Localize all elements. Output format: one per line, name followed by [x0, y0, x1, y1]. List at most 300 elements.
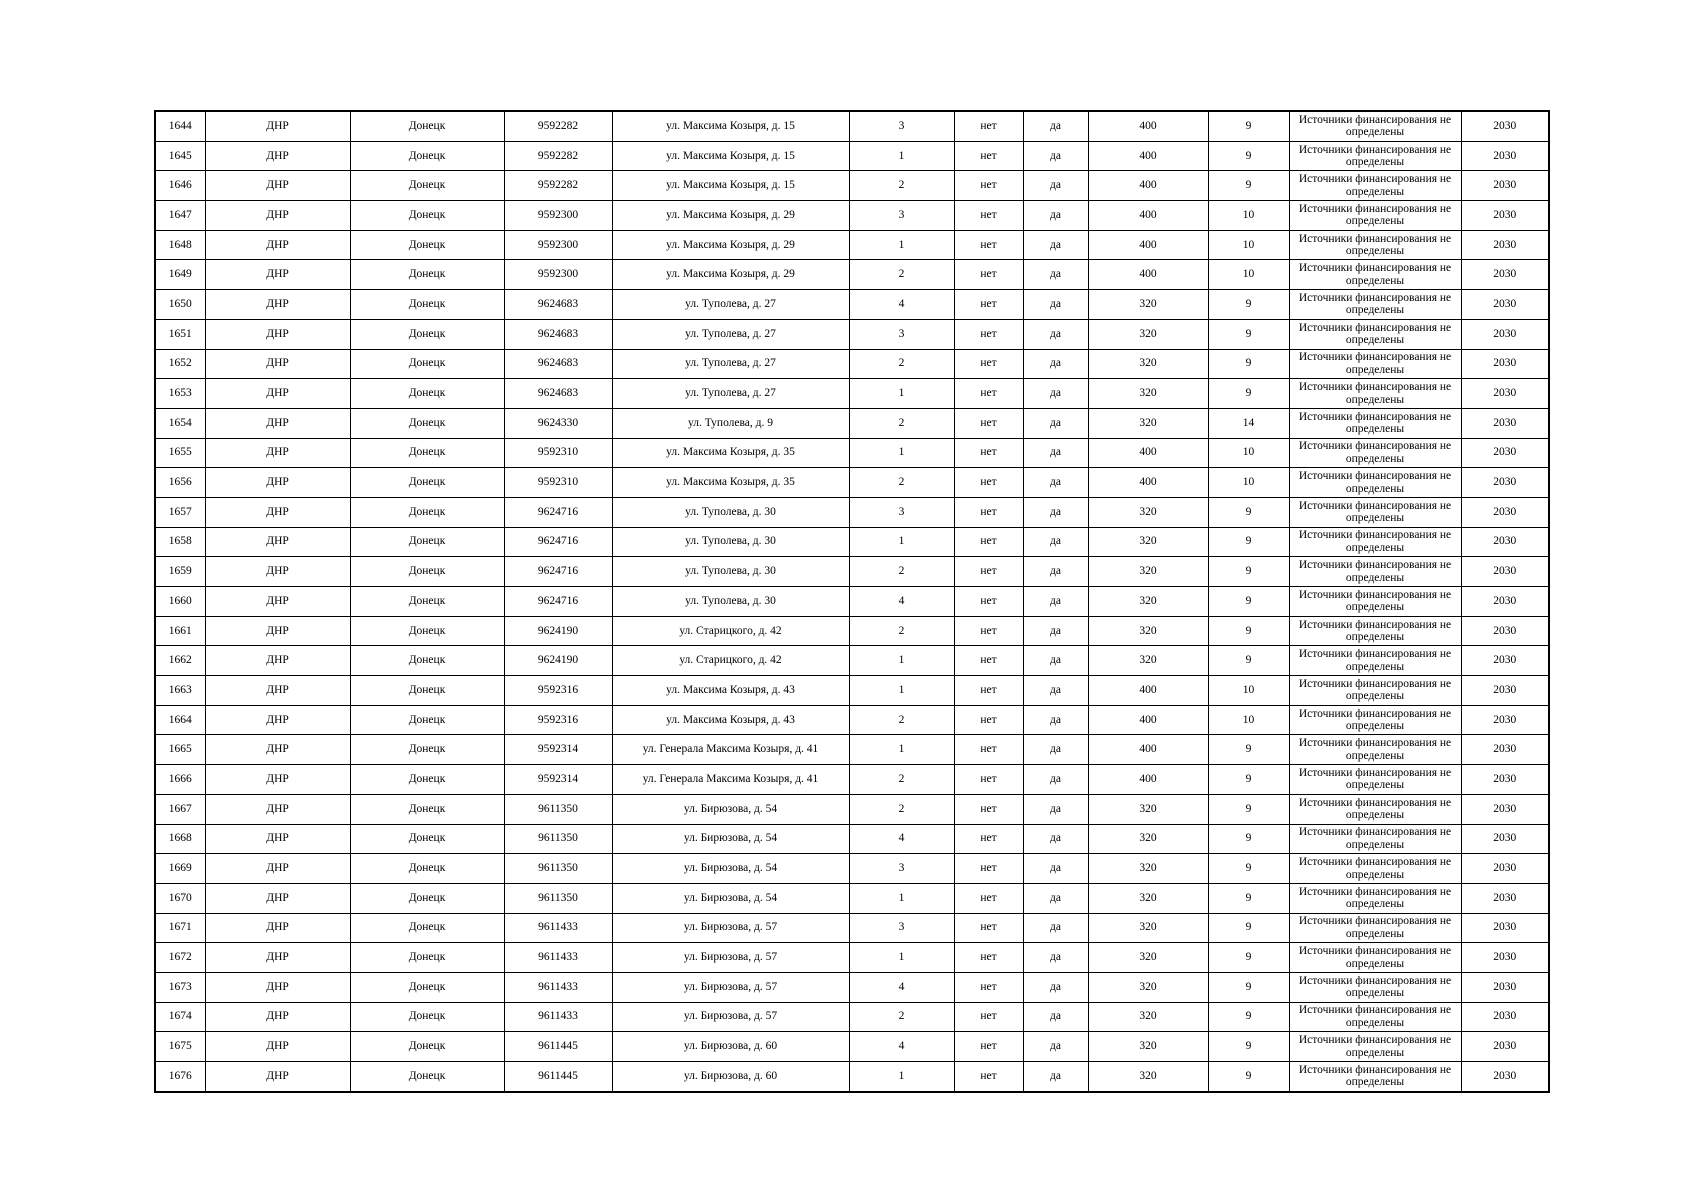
table-row — [155, 824, 1549, 854]
year-cell: 2030 — [1461, 557, 1549, 587]
flag-yes-cell: да — [1023, 676, 1088, 706]
code-cell: 9624716 — [504, 557, 612, 587]
funding-cell: Источники финансирования не определены — [1289, 794, 1461, 824]
funding-cell: Источники финансирования не определены — [1289, 765, 1461, 795]
capacity-cell: 320 — [1088, 913, 1208, 943]
floors-cell: 9 — [1208, 913, 1289, 943]
entrance-cell: 2 — [849, 260, 954, 290]
row-number-cell: 1658 — [155, 527, 205, 557]
region-cell: ДНР — [205, 497, 350, 527]
region-cell: ДНР — [205, 468, 350, 498]
table-row — [155, 201, 1549, 231]
entrance-cell: 1 — [849, 646, 954, 676]
flag-no-cell: нет — [954, 735, 1023, 765]
floors-cell: 9 — [1208, 379, 1289, 409]
address-cell: ул. Туполева, д. 27 — [612, 290, 849, 320]
floors-cell: 10 — [1208, 468, 1289, 498]
row-number-cell: 1656 — [155, 468, 205, 498]
code-cell: 9624716 — [504, 587, 612, 617]
year-cell: 2030 — [1461, 824, 1549, 854]
year-cell: 2030 — [1461, 854, 1549, 884]
region-cell: ДНР — [205, 883, 350, 913]
flag-no-cell: нет — [954, 408, 1023, 438]
table-row — [155, 319, 1549, 349]
code-cell: 9624190 — [504, 646, 612, 676]
capacity-cell: 320 — [1088, 319, 1208, 349]
table-row — [155, 111, 1549, 141]
region-cell: ДНР — [205, 913, 350, 943]
code-cell: 9611350 — [504, 824, 612, 854]
row-number-cell: 1660 — [155, 587, 205, 617]
floors-cell: 9 — [1208, 943, 1289, 973]
address-cell: ул. Максима Козыря, д. 15 — [612, 111, 849, 141]
code-cell: 9592282 — [504, 171, 612, 201]
flag-no-cell: нет — [954, 765, 1023, 795]
flag-no-cell: нет — [954, 171, 1023, 201]
flag-yes-cell: да — [1023, 824, 1088, 854]
city-cell: Донецк — [350, 438, 504, 468]
capacity-cell: 320 — [1088, 587, 1208, 617]
funding-cell: Источники финансирования не определены — [1289, 349, 1461, 379]
table-row — [155, 883, 1549, 913]
year-cell: 2030 — [1461, 201, 1549, 231]
flag-yes-cell: да — [1023, 1002, 1088, 1032]
row-number-cell: 1672 — [155, 943, 205, 973]
city-cell: Донецк — [350, 883, 504, 913]
entrance-cell: 3 — [849, 319, 954, 349]
region-cell: ДНР — [205, 111, 350, 141]
entrance-cell: 1 — [849, 883, 954, 913]
table-row — [155, 171, 1549, 201]
address-cell: ул. Туполева, д. 30 — [612, 527, 849, 557]
region-cell: ДНР — [205, 141, 350, 171]
flag-yes-cell: да — [1023, 1062, 1088, 1092]
address-cell: ул. Туполева, д. 9 — [612, 408, 849, 438]
capacity-cell: 320 — [1088, 1032, 1208, 1062]
code-cell: 9611350 — [504, 883, 612, 913]
funding-cell: Источники финансирования не определены — [1289, 972, 1461, 1002]
entrance-cell: 1 — [849, 676, 954, 706]
entrance-cell: 3 — [849, 854, 954, 884]
entrance-cell: 4 — [849, 1032, 954, 1062]
address-cell: ул. Бирюзова, д. 57 — [612, 972, 849, 1002]
address-cell: ул. Максима Козыря, д. 43 — [612, 705, 849, 735]
flag-no-cell: нет — [954, 141, 1023, 171]
funding-cell: Источники финансирования не определены — [1289, 319, 1461, 349]
flag-yes-cell: да — [1023, 260, 1088, 290]
flag-yes-cell: да — [1023, 557, 1088, 587]
floors-cell: 10 — [1208, 260, 1289, 290]
funding-cell: Источники финансирования не определены — [1289, 557, 1461, 587]
capacity-cell: 320 — [1088, 349, 1208, 379]
year-cell: 2030 — [1461, 616, 1549, 646]
table-row — [155, 765, 1549, 795]
flag-no-cell: нет — [954, 319, 1023, 349]
entrance-cell: 1 — [849, 141, 954, 171]
funding-cell: Источники финансирования не определены — [1289, 260, 1461, 290]
flag-no-cell: нет — [954, 230, 1023, 260]
city-cell: Донецк — [350, 111, 504, 141]
city-cell: Донецк — [350, 230, 504, 260]
address-cell: ул. Туполева, д. 27 — [612, 379, 849, 409]
flag-yes-cell: да — [1023, 943, 1088, 973]
table-row — [155, 616, 1549, 646]
floors-cell: 9 — [1208, 171, 1289, 201]
entrance-cell: 1 — [849, 735, 954, 765]
floors-cell: 9 — [1208, 972, 1289, 1002]
table-row — [155, 260, 1549, 290]
entrance-cell: 2 — [849, 794, 954, 824]
address-cell: ул. Туполева, д. 27 — [612, 319, 849, 349]
flag-yes-cell: да — [1023, 735, 1088, 765]
row-number-cell: 1665 — [155, 735, 205, 765]
flag-no-cell: нет — [954, 260, 1023, 290]
floors-cell: 9 — [1208, 646, 1289, 676]
flag-yes-cell: да — [1023, 111, 1088, 141]
entrance-cell: 2 — [849, 468, 954, 498]
year-cell: 2030 — [1461, 705, 1549, 735]
table-row — [155, 527, 1549, 557]
city-cell: Донецк — [350, 705, 504, 735]
year-cell: 2030 — [1461, 438, 1549, 468]
address-cell: ул. Генерала Максима Козыря, д. 41 — [612, 735, 849, 765]
table-row — [155, 438, 1549, 468]
year-cell: 2030 — [1461, 349, 1549, 379]
flag-no-cell: нет — [954, 972, 1023, 1002]
year-cell: 2030 — [1461, 111, 1549, 141]
address-cell: ул. Максима Козыря, д. 29 — [612, 230, 849, 260]
flag-yes-cell: да — [1023, 497, 1088, 527]
flag-no-cell: нет — [954, 527, 1023, 557]
floors-cell: 9 — [1208, 883, 1289, 913]
code-cell: 9624330 — [504, 408, 612, 438]
capacity-cell: 320 — [1088, 646, 1208, 676]
flag-no-cell: нет — [954, 676, 1023, 706]
address-cell: ул. Бирюзова, д. 57 — [612, 913, 849, 943]
funding-cell: Источники финансирования не определены — [1289, 438, 1461, 468]
code-cell: 9611445 — [504, 1062, 612, 1092]
flag-no-cell: нет — [954, 705, 1023, 735]
year-cell: 2030 — [1461, 468, 1549, 498]
floors-cell: 9 — [1208, 319, 1289, 349]
code-cell: 9592310 — [504, 468, 612, 498]
floors-cell: 10 — [1208, 676, 1289, 706]
city-cell: Донецк — [350, 765, 504, 795]
table-row — [155, 468, 1549, 498]
floors-cell: 9 — [1208, 854, 1289, 884]
address-cell: ул. Туполева, д. 30 — [612, 587, 849, 617]
code-cell: 9611433 — [504, 1002, 612, 1032]
funding-cell: Источники финансирования не определены — [1289, 587, 1461, 617]
address-cell: ул. Максима Козыря, д. 35 — [612, 468, 849, 498]
floors-cell: 10 — [1208, 201, 1289, 231]
flag-no-cell: нет — [954, 379, 1023, 409]
row-number-cell: 1675 — [155, 1032, 205, 1062]
year-cell: 2030 — [1461, 230, 1549, 260]
flag-yes-cell: да — [1023, 230, 1088, 260]
funding-cell: Источники финансирования не определены — [1289, 943, 1461, 973]
row-number-cell: 1663 — [155, 676, 205, 706]
year-cell: 2030 — [1461, 913, 1549, 943]
flag-no-cell: нет — [954, 794, 1023, 824]
year-cell: 2030 — [1461, 646, 1549, 676]
row-number-cell: 1662 — [155, 646, 205, 676]
flag-yes-cell: да — [1023, 468, 1088, 498]
address-cell: ул. Бирюзова, д. 60 — [612, 1062, 849, 1092]
entrance-cell: 4 — [849, 290, 954, 320]
flag-no-cell: нет — [954, 943, 1023, 973]
year-cell: 2030 — [1461, 883, 1549, 913]
year-cell: 2030 — [1461, 379, 1549, 409]
year-cell: 2030 — [1461, 497, 1549, 527]
city-cell: Донецк — [350, 1032, 504, 1062]
entrance-cell: 1 — [849, 230, 954, 260]
address-cell: ул. Максима Козыря, д. 15 — [612, 171, 849, 201]
floors-cell: 9 — [1208, 735, 1289, 765]
entrance-cell: 4 — [849, 587, 954, 617]
code-cell: 9592316 — [504, 676, 612, 706]
flag-yes-cell: да — [1023, 794, 1088, 824]
table-row — [155, 972, 1549, 1002]
city-cell: Донецк — [350, 171, 504, 201]
year-cell: 2030 — [1461, 735, 1549, 765]
entrance-cell: 1 — [849, 1062, 954, 1092]
code-cell: 9624683 — [504, 379, 612, 409]
capacity-cell: 320 — [1088, 497, 1208, 527]
entrance-cell: 3 — [849, 913, 954, 943]
code-cell: 9592300 — [504, 201, 612, 231]
code-cell: 9624190 — [504, 616, 612, 646]
entrance-cell: 3 — [849, 201, 954, 231]
code-cell: 9611433 — [504, 943, 612, 973]
year-cell: 2030 — [1461, 1032, 1549, 1062]
address-cell: ул. Максима Козыря, д. 15 — [612, 141, 849, 171]
city-cell: Донецк — [350, 201, 504, 231]
code-cell: 9592316 — [504, 705, 612, 735]
floors-cell: 9 — [1208, 794, 1289, 824]
code-cell: 9592314 — [504, 735, 612, 765]
flag-no-cell: нет — [954, 201, 1023, 231]
address-cell: ул. Максима Козыря, д. 29 — [612, 260, 849, 290]
funding-cell: Источники финансирования не определены — [1289, 705, 1461, 735]
capacity-cell: 400 — [1088, 201, 1208, 231]
funding-cell: Источники финансирования не определены — [1289, 676, 1461, 706]
table-row — [155, 349, 1549, 379]
code-cell: 9611445 — [504, 1032, 612, 1062]
address-cell: ул. Генерала Максима Козыря, д. 41 — [612, 765, 849, 795]
floors-cell: 9 — [1208, 1032, 1289, 1062]
entrance-cell: 1 — [849, 379, 954, 409]
region-cell: ДНР — [205, 290, 350, 320]
city-cell: Донецк — [350, 527, 504, 557]
flag-no-cell: нет — [954, 1062, 1023, 1092]
funding-cell: Источники финансирования не определены — [1289, 379, 1461, 409]
flag-yes-cell: да — [1023, 171, 1088, 201]
flag-yes-cell: да — [1023, 527, 1088, 557]
region-cell: ДНР — [205, 824, 350, 854]
entrance-cell: 2 — [849, 705, 954, 735]
region-cell: ДНР — [205, 676, 350, 706]
year-cell: 2030 — [1461, 587, 1549, 617]
funding-cell: Источники финансирования не определены — [1289, 1062, 1461, 1092]
address-cell: ул. Туполева, д. 30 — [612, 557, 849, 587]
region-cell: ДНР — [205, 260, 350, 290]
funding-cell: Источники финансирования не определены — [1289, 883, 1461, 913]
table-body — [155, 111, 1549, 1092]
row-number-cell: 1676 — [155, 1062, 205, 1092]
floors-cell: 9 — [1208, 587, 1289, 617]
capacity-cell: 400 — [1088, 676, 1208, 706]
code-cell: 9592300 — [504, 260, 612, 290]
row-number-cell: 1674 — [155, 1002, 205, 1032]
floors-cell: 9 — [1208, 349, 1289, 379]
entrance-cell: 2 — [849, 616, 954, 646]
floors-cell: 9 — [1208, 765, 1289, 795]
year-cell: 2030 — [1461, 171, 1549, 201]
table-row — [155, 587, 1549, 617]
region-cell: ДНР — [205, 646, 350, 676]
flag-yes-cell: да — [1023, 587, 1088, 617]
row-number-cell: 1657 — [155, 497, 205, 527]
table-row — [155, 1062, 1549, 1092]
address-cell: ул. Бирюзова, д. 60 — [612, 1032, 849, 1062]
year-cell: 2030 — [1461, 290, 1549, 320]
flag-yes-cell: да — [1023, 646, 1088, 676]
address-cell: ул. Максима Козыря, д. 35 — [612, 438, 849, 468]
city-cell: Донецк — [350, 141, 504, 171]
funding-cell: Источники финансирования не определены — [1289, 111, 1461, 141]
region-cell: ДНР — [205, 319, 350, 349]
city-cell: Донецк — [350, 616, 504, 646]
flag-yes-cell: да — [1023, 141, 1088, 171]
table-row — [155, 854, 1549, 884]
flag-yes-cell: да — [1023, 349, 1088, 379]
address-cell: ул. Старицкого, д. 42 — [612, 616, 849, 646]
region-cell: ДНР — [205, 349, 350, 379]
city-cell: Донецк — [350, 260, 504, 290]
flag-yes-cell: да — [1023, 883, 1088, 913]
table-row — [155, 735, 1549, 765]
row-number-cell: 1654 — [155, 408, 205, 438]
table-row — [155, 141, 1549, 171]
flag-no-cell: нет — [954, 1032, 1023, 1062]
funding-cell: Источники финансирования не определены — [1289, 497, 1461, 527]
flag-no-cell: нет — [954, 497, 1023, 527]
entrance-cell: 2 — [849, 408, 954, 438]
funding-cell: Источники финансирования не определены — [1289, 824, 1461, 854]
city-cell: Донецк — [350, 646, 504, 676]
region-cell: ДНР — [205, 616, 350, 646]
address-cell: ул. Бирюзова, д. 57 — [612, 943, 849, 973]
year-cell: 2030 — [1461, 1062, 1549, 1092]
floors-cell: 9 — [1208, 111, 1289, 141]
capacity-cell: 320 — [1088, 824, 1208, 854]
row-number-cell: 1648 — [155, 230, 205, 260]
table-row — [155, 557, 1549, 587]
funding-cell: Источники финансирования не определены — [1289, 290, 1461, 320]
address-cell: ул. Бирюзова, д. 57 — [612, 1002, 849, 1032]
flag-no-cell: нет — [954, 557, 1023, 587]
code-cell: 9624683 — [504, 319, 612, 349]
floors-cell: 9 — [1208, 616, 1289, 646]
entrance-cell: 2 — [849, 171, 954, 201]
region-cell: ДНР — [205, 1062, 350, 1092]
flag-no-cell: нет — [954, 587, 1023, 617]
funding-cell: Источники финансирования не определены — [1289, 468, 1461, 498]
capacity-cell: 320 — [1088, 527, 1208, 557]
city-cell: Донецк — [350, 408, 504, 438]
funding-cell: Источники финансирования не определены — [1289, 1032, 1461, 1062]
row-number-cell: 1659 — [155, 557, 205, 587]
capacity-cell: 400 — [1088, 111, 1208, 141]
row-number-cell: 1667 — [155, 794, 205, 824]
row-number-cell: 1647 — [155, 201, 205, 231]
region-cell: ДНР — [205, 557, 350, 587]
row-number-cell: 1650 — [155, 290, 205, 320]
code-cell: 9624683 — [504, 290, 612, 320]
year-cell: 2030 — [1461, 527, 1549, 557]
funding-cell: Источники финансирования не определены — [1289, 854, 1461, 884]
city-cell: Донецк — [350, 557, 504, 587]
flag-yes-cell: да — [1023, 379, 1088, 409]
flag-no-cell: нет — [954, 883, 1023, 913]
floors-cell: 9 — [1208, 824, 1289, 854]
table-row — [155, 943, 1549, 973]
capacity-cell: 400 — [1088, 735, 1208, 765]
address-cell: ул. Бирюзова, д. 54 — [612, 854, 849, 884]
capacity-cell: 400 — [1088, 141, 1208, 171]
table-row — [155, 676, 1549, 706]
row-number-cell: 1653 — [155, 379, 205, 409]
entrance-cell: 4 — [849, 972, 954, 1002]
city-cell: Донецк — [350, 379, 504, 409]
capacity-cell: 320 — [1088, 883, 1208, 913]
capacity-cell: 320 — [1088, 379, 1208, 409]
table-row — [155, 408, 1549, 438]
row-number-cell: 1669 — [155, 854, 205, 884]
row-number-cell: 1670 — [155, 883, 205, 913]
address-cell: ул. Туполева, д. 30 — [612, 497, 849, 527]
address-cell: ул. Бирюзова, д. 54 — [612, 824, 849, 854]
capacity-cell: 320 — [1088, 290, 1208, 320]
capacity-cell: 400 — [1088, 171, 1208, 201]
flag-yes-cell: да — [1023, 438, 1088, 468]
address-cell: ул. Бирюзова, д. 54 — [612, 883, 849, 913]
floors-cell: 14 — [1208, 408, 1289, 438]
data-table — [154, 110, 1550, 1093]
flag-no-cell: нет — [954, 438, 1023, 468]
year-cell: 2030 — [1461, 141, 1549, 171]
capacity-cell: 400 — [1088, 468, 1208, 498]
year-cell: 2030 — [1461, 676, 1549, 706]
code-cell: 9611350 — [504, 794, 612, 824]
city-cell: Донецк — [350, 972, 504, 1002]
capacity-cell: 400 — [1088, 230, 1208, 260]
city-cell: Донецк — [350, 290, 504, 320]
region-cell: ДНР — [205, 972, 350, 1002]
flag-no-cell: нет — [954, 1002, 1023, 1032]
row-number-cell: 1651 — [155, 319, 205, 349]
city-cell: Донецк — [350, 319, 504, 349]
code-cell: 9592282 — [504, 141, 612, 171]
flag-no-cell: нет — [954, 616, 1023, 646]
flag-no-cell: нет — [954, 646, 1023, 676]
row-number-cell: 1666 — [155, 765, 205, 795]
code-cell: 9611433 — [504, 913, 612, 943]
region-cell: ДНР — [205, 943, 350, 973]
flag-yes-cell: да — [1023, 765, 1088, 795]
entrance-cell: 1 — [849, 527, 954, 557]
